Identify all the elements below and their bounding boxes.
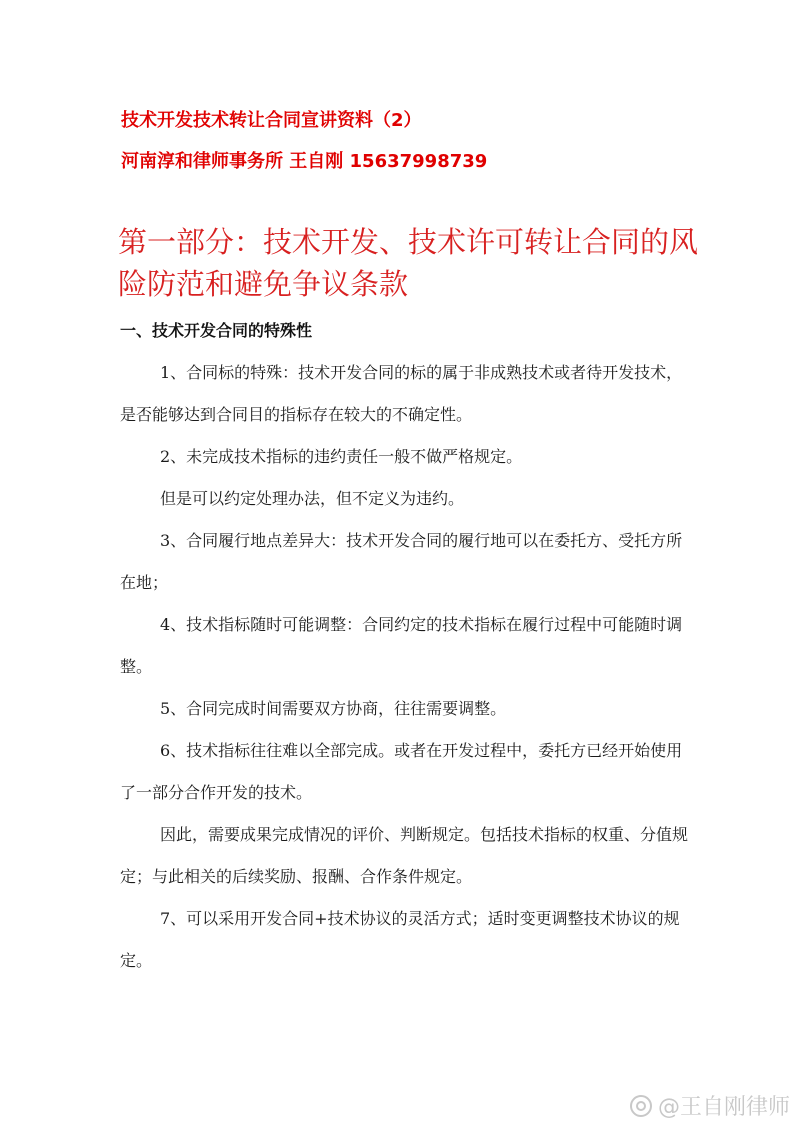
- watermark-text: @王自刚律师: [657, 1095, 790, 1120]
- paragraph-4: 3、合同履行地点差异大：技术开发合同的履行地可以在委托方、受托方所在地；: [120, 531, 683, 592]
- paragraph-3: 但是可以约定处理办法，但不定义为违约。: [160, 489, 465, 508]
- paragraph-6: 5、合同完成时间需要双方协商，往往需要调整。: [160, 699, 507, 718]
- logo-icon: [630, 1095, 652, 1117]
- paragraph-9: 7、可以采用开发合同+技术协议的灵活方式；适时变更调整技术协议的规定。: [120, 909, 680, 970]
- paragraph-5: 4、技术指标随时可能调整：合同约定的技术指标在履行过程中可能随时调整。: [120, 615, 683, 676]
- document-title: 技术开发技术转让合同宣讲资料（2）: [121, 110, 422, 131]
- paragraph-8: 因此，需要成果完成情况的评价、判断规定。包括技术指标的权重、分值规定；与此相关的后续奖励、报酬、合作条件规定。: [120, 825, 689, 886]
- paragraph-2: 2、未完成技术指标的违约责任一般不做严格规定。: [160, 447, 523, 466]
- watermark: [630, 1090, 790, 1121]
- author-line: 河南淳和律师事务所 王自刚 15637998739: [121, 151, 488, 172]
- paragraph-1: 1、合同标的特殊：技术开发合同的标的属于非成熟技术或者待开发技术，是否能够达到合同目的指标存在较大的不确定性。: [120, 363, 683, 424]
- part-heading: 第一部分：技术开发、技术许可转让合同的风险防范和避免争议条款: [118, 225, 699, 301]
- section-heading: 一、技术开发合同的特殊性: [120, 321, 313, 340]
- paragraph-7: 6、技术指标往往难以全部完成。或者在开发过程中，委托方已经开始使用了一部分合作开发的技术。: [120, 741, 683, 802]
